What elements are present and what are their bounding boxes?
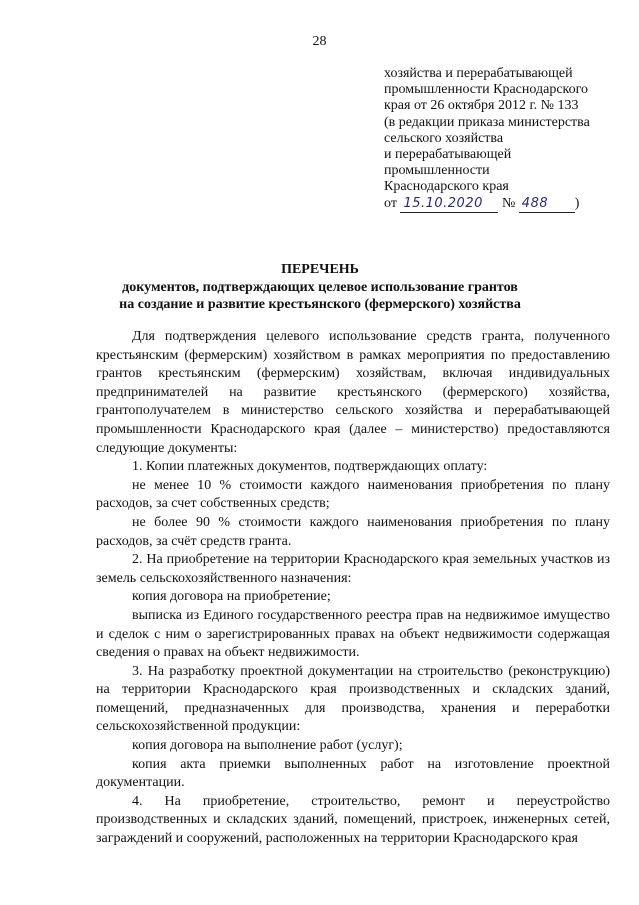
document-body xyxy=(96,328,610,849)
header-line: Краснодарского края xyxy=(384,179,509,195)
list-item: 4. На приобретение, строительство, ремонт и переустройство производственных и складских зданий, помещений, пристроек, инженерных сетей, заграждений и сооружений, расположенных на территории Краснодарского края xyxy=(96,793,610,847)
header-line: промышленности xyxy=(384,163,490,179)
document-subtitle-line: на создание и развитие крестьянского (фермерского) хозяйства xyxy=(119,297,521,312)
document-title: ПЕРЕЧЕНЬ xyxy=(281,262,359,277)
intro-paragraph: Для подтверждения целевого использование средств гранта, полученного крестьянским (фермерским) хозяйством в рамках мероприятия по предоставлению грантов крестьянским (фермерским) хозяйствам, включая индивидуальных предпринимателей на развитие крестьянского (фермерского) хозяйства, грантополучателем в министерство сельского хозяйства и перерабатывающей промышленности Краснодарского края (далее – министерство) предоставляются следующие документы: xyxy=(96,329,610,456)
list-item: 2. На приобретение на территории Краснодарского края земельных участков из земель сельскохозяйственного назначения: xyxy=(96,552,610,586)
list-item: 1. Копии платежных документов, подтверждающих оплату: xyxy=(132,459,488,475)
header-line: сельского хозяйства xyxy=(384,130,504,146)
list-subitem: не менее 10 % стоимости каждого наименования приобретения по плану расходов, за счет собственных средств; xyxy=(96,477,610,512)
number-label: № xyxy=(501,195,516,211)
list-subitem: копия акта приемки выполненных работ на изготовление проектной документации. xyxy=(96,756,610,791)
list-subitem: выписка из Единого государственного реестра прав на недвижимое имущество и сделок с ним о зарегистрированных правах на объект недвижимости содержащая сведения о правах на объект недвижимости. xyxy=(96,607,610,661)
header-line: (в редакции приказа министерства xyxy=(384,114,590,130)
page-number: 28 xyxy=(312,34,327,49)
approval-header xyxy=(384,66,624,213)
closing-paren: ) xyxy=(574,195,580,211)
list-subitem: копия договора на приобретение; xyxy=(132,589,331,605)
list-item: 3. На разработку проектной документации на строительство (реконструкцию) на территории Краснодарского края производственных и складских зданий, помещений, предназначенных для производства, хранения и переработки сельскохозяйственной продукции: xyxy=(96,663,610,735)
header-line: края от 26 октября 2012 г. № 133 xyxy=(384,98,579,114)
order-date-number-line xyxy=(384,196,624,213)
from-label: от xyxy=(384,195,397,211)
header-line: и перерабатывающей xyxy=(384,147,512,163)
header-line: хозяйства и перерабатывающей xyxy=(384,66,573,81)
list-subitem: не более 90 % стоимости каждого наименования приобретения по плану расходов, за счёт средств гранта. xyxy=(96,514,610,549)
header-line: промышленности Краснодарского xyxy=(384,82,589,98)
document-subtitle-line: документов, подтверждающих целевое использование грантов xyxy=(122,280,518,295)
document-title-block xyxy=(60,261,580,313)
handwritten-number: 488 xyxy=(519,196,575,213)
list-subitem: копия договора на выполнение работ (услуг); xyxy=(132,738,403,754)
handwritten-date: 15.10.2020 xyxy=(400,196,498,213)
